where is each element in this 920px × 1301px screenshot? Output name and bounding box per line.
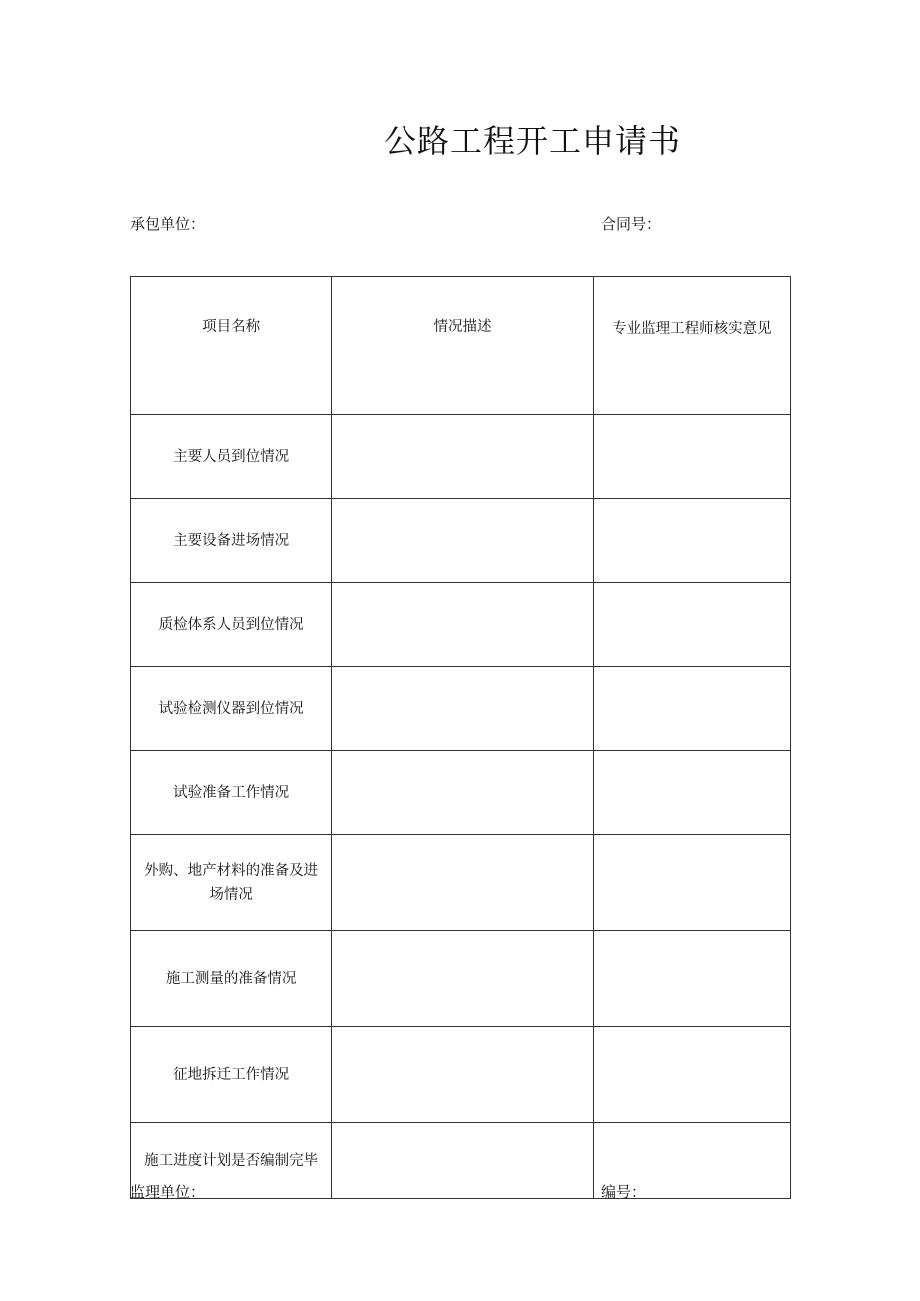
table-row bbox=[131, 835, 791, 931]
row-item-label: 外购、地产材料的准备及进场情况 bbox=[131, 835, 332, 931]
row-item-label: 质检体系人员到位情况 bbox=[131, 583, 332, 667]
row-item-label: 施工测量的准备情况 bbox=[131, 931, 332, 1027]
description-cell[interactable] bbox=[332, 835, 593, 931]
description-cell[interactable] bbox=[332, 499, 593, 583]
description-cell[interactable] bbox=[332, 667, 593, 751]
application-table bbox=[130, 276, 791, 1199]
column-header-description: 情况描述 bbox=[332, 277, 593, 415]
description-cell[interactable] bbox=[332, 1123, 593, 1199]
opinion-cell[interactable] bbox=[593, 1027, 790, 1123]
page-title: 公路工程开工申请书 bbox=[383, 122, 681, 160]
table-header-row bbox=[131, 277, 791, 415]
description-cell[interactable] bbox=[332, 415, 593, 499]
number-label: 编号： bbox=[601, 1183, 647, 1201]
description-cell[interactable] bbox=[332, 751, 593, 835]
table-row bbox=[131, 415, 791, 499]
table-row bbox=[131, 499, 791, 583]
opinion-cell[interactable] bbox=[593, 499, 790, 583]
table-row bbox=[131, 751, 791, 835]
description-cell[interactable] bbox=[332, 1027, 593, 1123]
row-item-label: 主要设备进场情况 bbox=[131, 499, 332, 583]
supervisor-label: 监理单位： bbox=[130, 1183, 206, 1201]
table-row bbox=[131, 931, 791, 1027]
description-cell[interactable] bbox=[332, 931, 593, 1027]
table-row bbox=[131, 667, 791, 751]
table-row bbox=[131, 1123, 791, 1199]
contract-number-label: 合同号： bbox=[601, 215, 662, 233]
table-row bbox=[131, 1027, 791, 1123]
row-item-label: 试验准备工作情况 bbox=[131, 751, 332, 835]
row-item-label: 试验检测仪器到位情况 bbox=[131, 667, 332, 751]
table-row bbox=[131, 583, 791, 667]
opinion-cell[interactable] bbox=[593, 835, 790, 931]
row-item-label: 征地拆迁工作情况 bbox=[131, 1027, 332, 1123]
opinion-cell[interactable] bbox=[593, 583, 790, 667]
opinion-cell[interactable] bbox=[593, 751, 790, 835]
row-item-label: 施工进度计划是否编制完毕 bbox=[131, 1123, 332, 1199]
opinion-cell[interactable] bbox=[593, 931, 790, 1027]
opinion-cell[interactable] bbox=[593, 667, 790, 751]
contractor-label: 承包单位： bbox=[130, 215, 206, 233]
row-item-label: 主要人员到位情况 bbox=[131, 415, 332, 499]
column-header-opinion: 专业监理工程师核实意见 bbox=[593, 277, 790, 415]
column-header-item: 项目名称 bbox=[131, 277, 332, 415]
description-cell[interactable] bbox=[332, 583, 593, 667]
opinion-cell[interactable] bbox=[593, 415, 790, 499]
